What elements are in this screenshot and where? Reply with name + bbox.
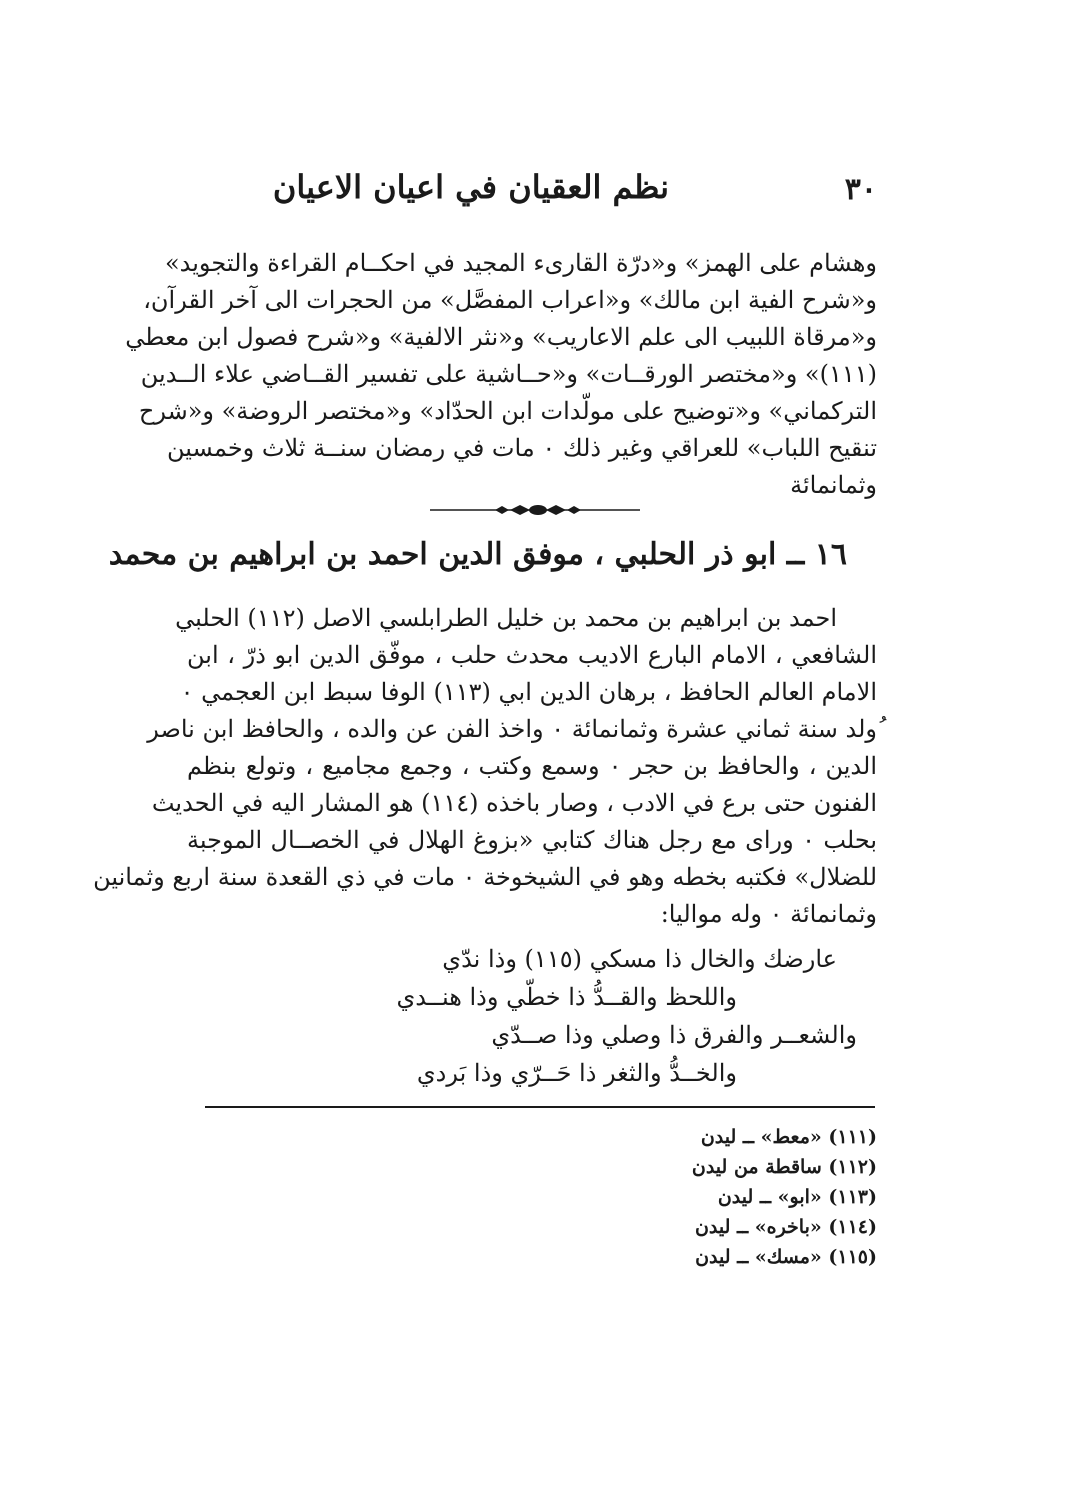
page-number: ٣٠ <box>844 172 877 207</box>
text-line: الدين ، والحافظ بن حجر ٠ وسمع وكتب ، وجمع مجاميع ، وتولع بنظم <box>187 752 877 780</box>
footnote: (١١٤) «باخره» ــ ليدن <box>694 1216 877 1238</box>
footnote: (١١٣) «ابو» ــ ليدن <box>717 1186 877 1208</box>
section-heading: ١٦ ــ ابو ذر الحلبي ، موفق الدين احمد بن ابراهيم بن محمد <box>108 537 847 572</box>
text-line: للضلال» فكتبه بخطه وهو في الشيخوخة ٠ مات في ذي القعدة سنة اربع وثمانين <box>93 863 877 891</box>
text-line: وثمانمائة <box>790 471 877 499</box>
poem-verse: عارضك والخال ذا مسكي (١١٥) وذا ندّي <box>442 945 837 973</box>
poem <box>237 940 877 1092</box>
text-line: (١١١)» و«مختصر الورقــات» و«حــاشية على تفسير القــاضي علاء الــدين <box>140 360 877 388</box>
text-line: و«مرقاة اللبيب الى علم الاعاريب» و«نثر الالفية» و«شرح فصول ابن معطي <box>125 323 877 351</box>
footnote: (١١٢) ساقطة من ليدن <box>691 1156 877 1178</box>
poem-verse: والشعــر والفرق ذا وصلي وذا صــدّي <box>491 1021 857 1049</box>
footnotes <box>692 1122 877 1272</box>
text-line: وهشام على الهمز» و«درّة القارىء المجيد في احكــام القراءة والتجويد» <box>164 249 877 277</box>
page-header <box>195 168 877 218</box>
text-line: وثمانمائة ٠ وله مواليا: <box>660 900 877 928</box>
text-line: الشافعي ، الامام البارع الاديب محدث حلب ، موفّق الدين ابو ذرّ ، ابن <box>187 641 877 669</box>
poem-verse: والخــدُّ والثغر ذا حَــرّي وذا بَردي <box>416 1059 737 1087</box>
section-divider-ornament <box>430 500 640 520</box>
text-line: التركماني» و«توضيح على مولّدات ابن الحدّاد» و«مختصر الروضة» و«شرح <box>138 397 877 425</box>
text-line: الفنون حتى برع في الادب ، وصار باخذه (١١٤) هو المشار اليه في الحديث <box>151 789 877 817</box>
text-line: بحلب ٠ ورای مع رجل هناك كتابي «بزوغ الهلال في الخصــال الموجبة <box>187 826 877 854</box>
paragraph-continued <box>125 245 877 504</box>
text-line: احمد بن ابراهيم بن محمد بن خليل الطرابلسي الاصل (١١٢) الحلبي <box>175 604 837 632</box>
poem-verse: واللحظ والقــدُّ ذا خطّي وذا هنــدي <box>396 983 737 1011</box>
footnote: (١١٥) «مسك» ــ ليدن <box>695 1246 877 1268</box>
biography-paragraph <box>93 600 877 933</box>
running-title: نظم العقيان في اعيان الاعيان <box>272 168 669 206</box>
text-line: تنقيح اللباب» للعراقي وغير ذلك ٠ مات في رمضان سنــة ثلاث وخمسين <box>167 434 877 462</box>
footnote: (١١١) «معط» ــ ليدن <box>700 1126 877 1148</box>
footnote-separator <box>205 1106 875 1108</box>
text-line: الامام العالم الحافظ ، برهان الدين ابي (١١٣) الوفا سبط ابن العجمي ٠ <box>180 678 877 706</box>
text-line: و«شرح الفية ابن مالك» و«اعراب المفصَّل» من الحجرات الى آخر القرآن، <box>143 286 877 314</box>
text-line: ُولد سنة ثماني عشرة وثمانمائة ٠ واخذ الفن عن والده ، والحافظ ابن ناصر <box>147 715 877 743</box>
